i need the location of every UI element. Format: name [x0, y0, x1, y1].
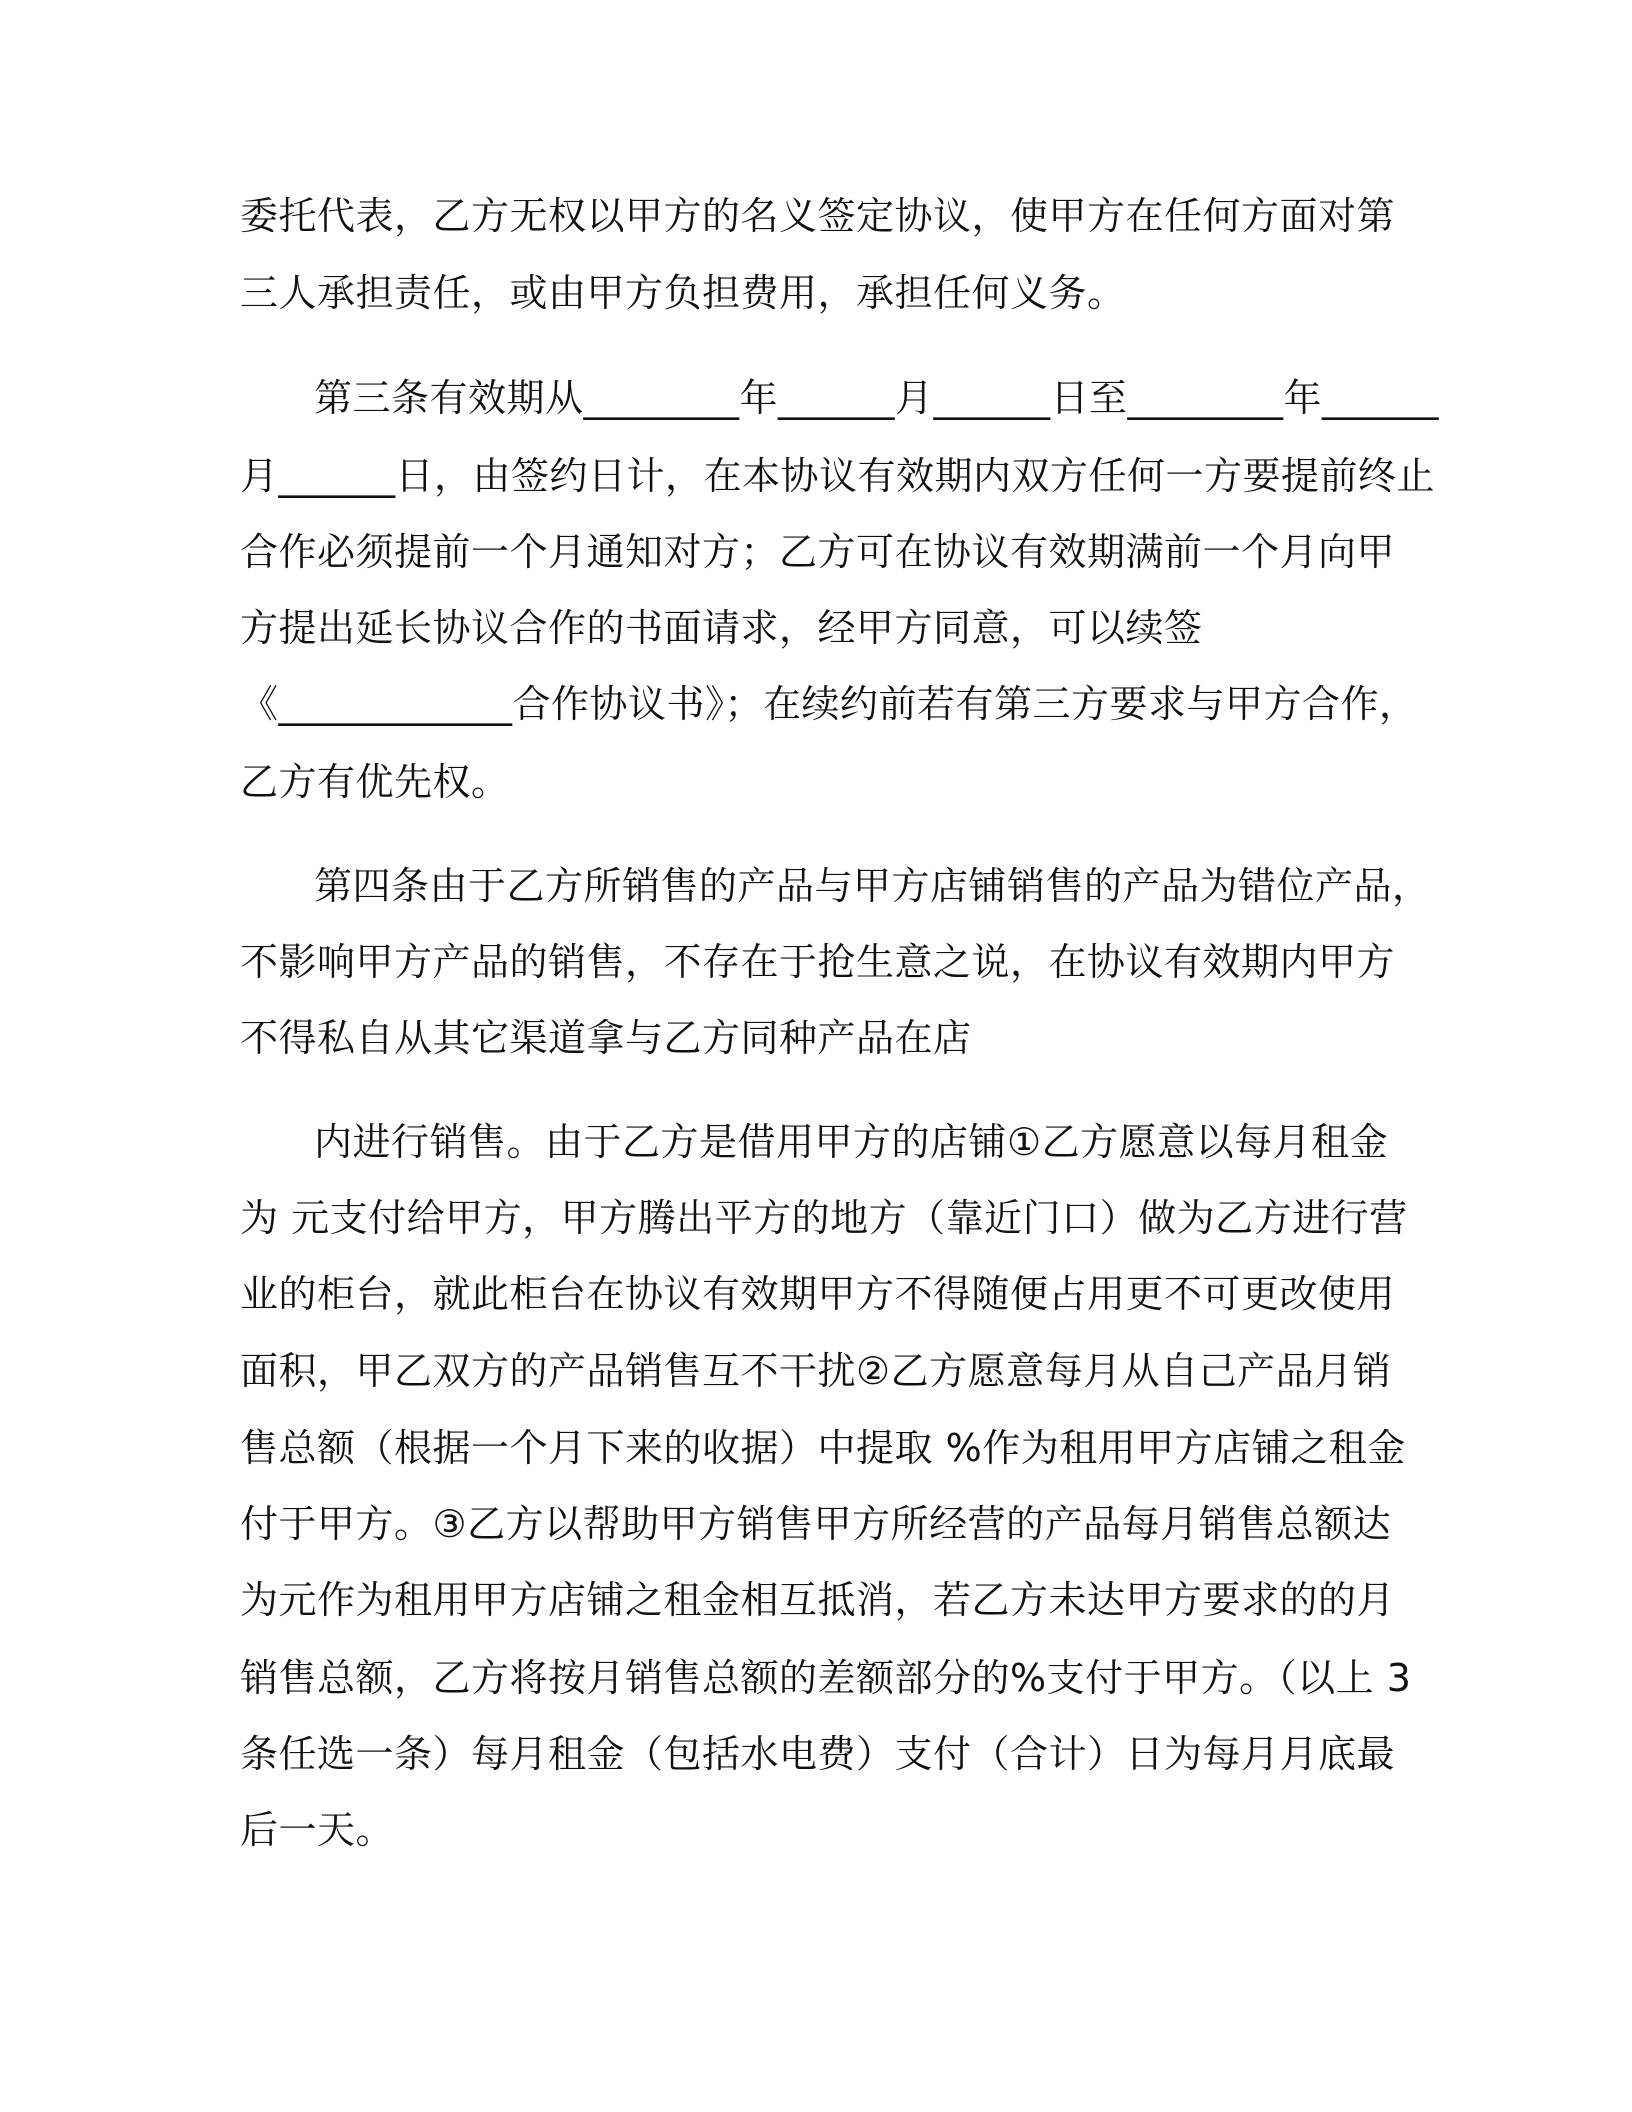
text-line: 合作必须提前一个月通知对方；乙方可在协议有效期满前一个月向甲: [240, 530, 1396, 574]
clause-3-heading-line: 第三条有效期从________年______月______日至________年______: [314, 376, 1440, 420]
text-line: 三人承担责任，或由甲方负担费用，承担任何义务。: [240, 271, 1126, 315]
text-line: 面积，甲乙双方的产品销售互不干扰②乙方愿意每月从自己产品月销: [240, 1349, 1392, 1393]
text-line: 委托代表，乙方无权以甲方的名义签定协议，使甲方在任何方面对第: [240, 194, 1396, 238]
paragraph-start-line: 内进行销售。由于乙方是借用甲方的店铺①乙方愿意以每月租金: [314, 1120, 1389, 1164]
text-line: 条任选一条）每月租金（包括水电费）支付（合计）日为每月月底最: [240, 1732, 1396, 1776]
text-line: 为元作为租用甲方店铺之租金相互抵消，若乙方未达甲方要求的的月: [240, 1578, 1396, 1622]
clause-4-heading-line: 第四条由于乙方所销售的产品与甲方店铺销售的产品为错位产品，: [314, 864, 1431, 908]
text-line: 后一天。: [240, 1808, 395, 1852]
text-line: 销售总额，乙方将按月销售总额的差额部分的%支付于甲方。（以上 3: [240, 1656, 1412, 1700]
text-line: 为 元支付给甲方，甲方腾出平方的地方（靠近门口）做为乙方进行营: [240, 1196, 1408, 1240]
text-line: 月______日，由签约日计，在本协议有效期内双方任何一方要提前终止: [240, 454, 1436, 498]
text-line: 售总额（根据一个月下来的收据）中提取 %作为租用甲方店铺之租金: [240, 1426, 1406, 1470]
text-line: 不影响甲方产品的销售，不存在于抢生意之说，在协议有效期内甲方: [240, 940, 1396, 984]
text-line: 业的柜台，就此柜台在协议有效期甲方不得随便占用更不可更改使用: [240, 1272, 1396, 1316]
text-line: 付于甲方。③乙方以帮助甲方销售甲方所经营的产品每月销售总额达: [240, 1502, 1392, 1546]
text-line: 《____________合作协议书》；在续约前若有第三方要求与甲方合作，: [240, 682, 1418, 726]
text-line: 不得私自从其它渠道拿与乙方同种产品在店: [240, 1016, 972, 1060]
text-line: 方提出延长协议合作的书面请求，经甲方同意，可以续签: [240, 606, 1203, 650]
text-line: 乙方有优先权。: [240, 760, 510, 804]
